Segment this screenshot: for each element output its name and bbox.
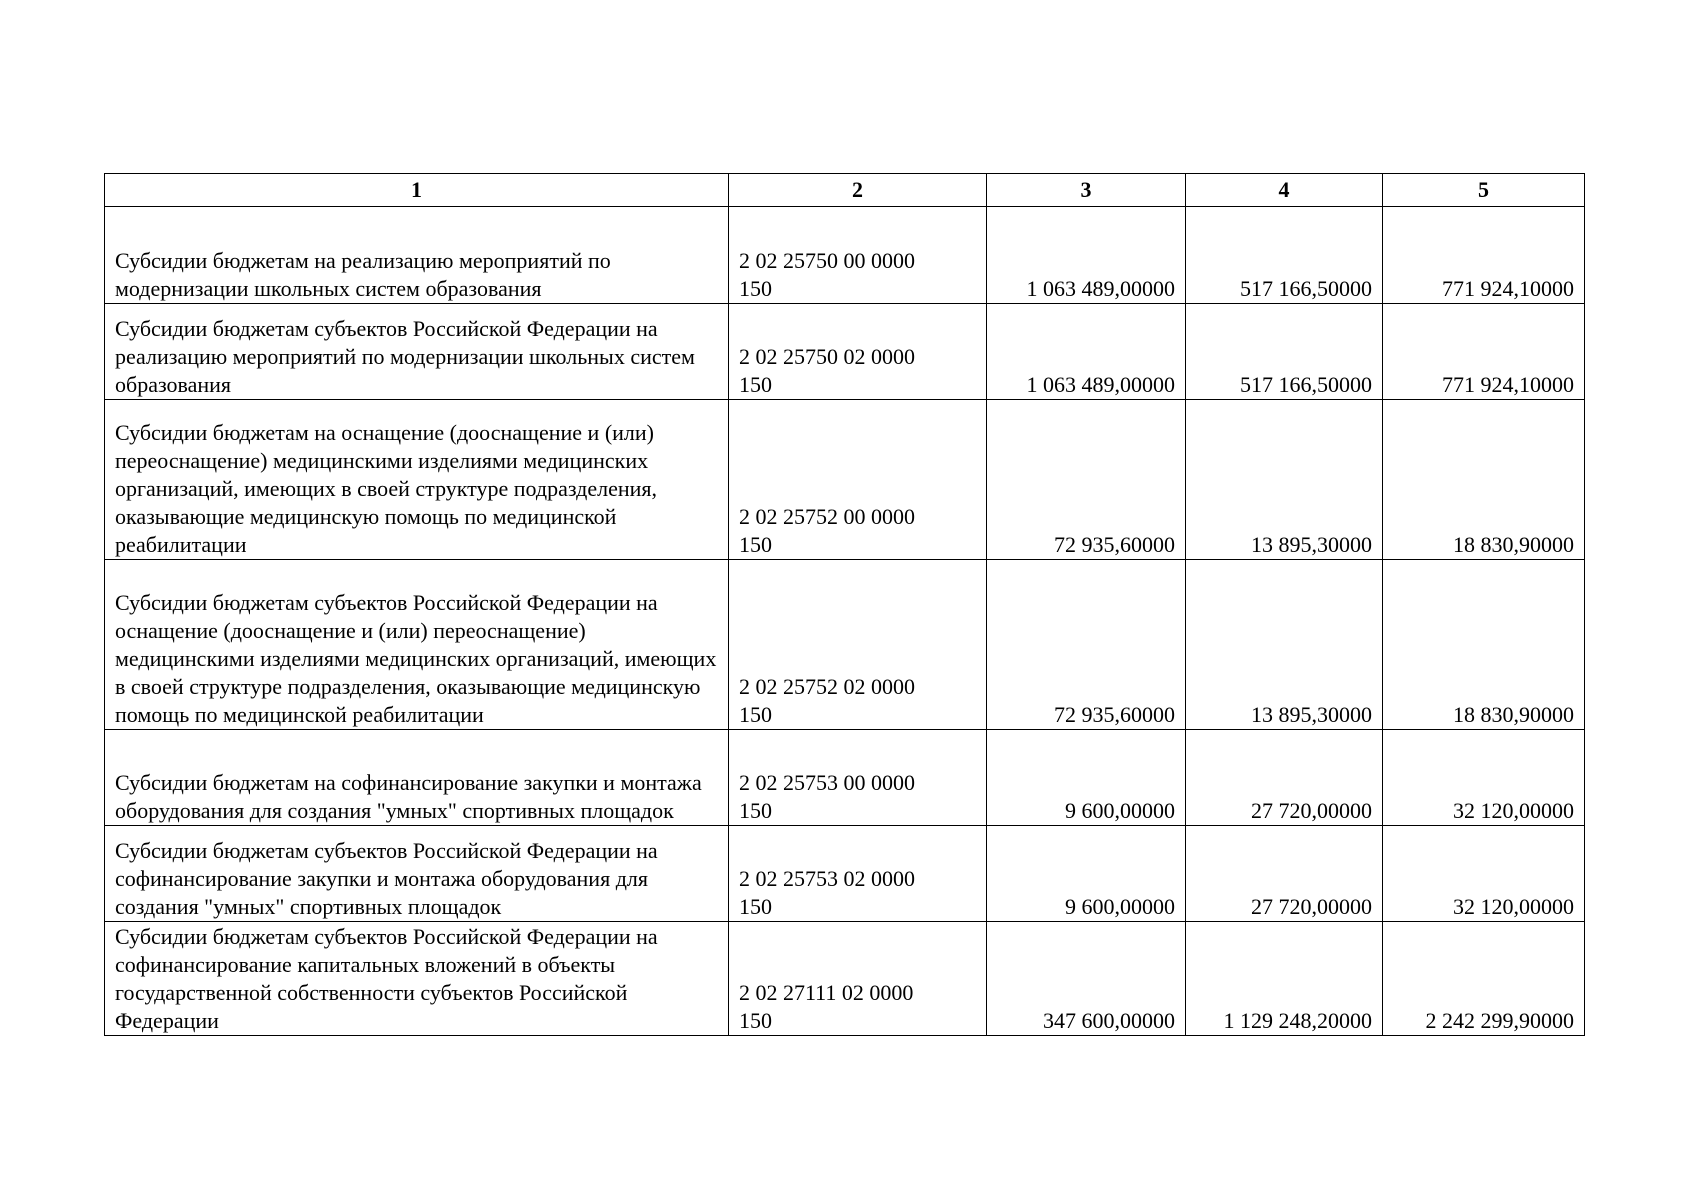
row-value-col3: 347 600,00000 [987,922,1186,1036]
row-description: Субсидии бюджетам субъектов Российской Федерации на софинансирование закупки и монтажа оборудования для создания "умных" спортивных площадок [105,826,729,922]
table-header-row [105,174,1585,207]
row-value-col5: 771 924,10000 [1383,304,1585,400]
table-row [105,826,1585,922]
row-value-col5: 18 830,90000 [1383,400,1585,560]
row-code [729,400,987,560]
row-code-suffix: 150 [739,532,772,557]
row-value-col3: 9 600,00000 [987,826,1186,922]
row-code-line: 2 02 25753 00 0000 [739,770,915,795]
row-code [729,826,987,922]
column-header: 5 [1383,174,1585,207]
row-value-col4: 517 166,50000 [1186,207,1383,304]
row-code-line: 2 02 25753 02 0000 [739,866,915,891]
row-value-col3: 72 935,60000 [987,400,1186,560]
row-code-suffix: 150 [739,276,772,301]
row-code-suffix: 150 [739,798,772,823]
row-code-line: 2 02 25750 02 0000 [739,344,915,369]
row-code-suffix: 150 [739,1008,772,1033]
row-code-suffix: 150 [739,702,772,727]
row-value-col4: 27 720,00000 [1186,826,1383,922]
row-code-line: 2 02 25750 00 0000 [739,248,915,273]
table-row [105,922,1585,1036]
column-header: 2 [729,174,987,207]
row-description: Субсидии бюджетам на реализацию мероприятий по модернизации школьных систем образования [105,207,729,304]
row-value-col3: 1 063 489,00000 [987,207,1186,304]
table-row [105,560,1585,730]
table-row [105,400,1585,560]
row-value-col5: 18 830,90000 [1383,560,1585,730]
row-value-col4: 27 720,00000 [1186,730,1383,826]
row-value-col5: 2 242 299,90000 [1383,922,1585,1036]
row-value-col5: 32 120,00000 [1383,730,1585,826]
row-code-line: 2 02 27111 02 0000 [739,980,914,1005]
row-code-line: 2 02 25752 02 0000 [739,674,915,699]
budget-table [104,173,1585,1036]
row-code [729,304,987,400]
row-description: Субсидии бюджетам на софинансирование закупки и монтажа оборудования для создания "умных" спортивных площадок [105,730,729,826]
table-row [105,304,1585,400]
row-value-col4: 13 895,30000 [1186,560,1383,730]
row-description: Субсидии бюджетам субъектов Российской Федерации на софинансирование капитальных вложений в объекты государственной собственности субъектов Российской Федерации [105,922,729,1036]
row-code-suffix: 150 [739,894,772,919]
row-code [729,922,987,1036]
row-code-line: 2 02 25752 00 0000 [739,504,915,529]
row-value-col5: 32 120,00000 [1383,826,1585,922]
row-value-col4: 517 166,50000 [1186,304,1383,400]
table-row [105,207,1585,304]
row-value-col4: 1 129 248,20000 [1186,922,1383,1036]
row-code-suffix: 150 [739,372,772,397]
row-value-col3: 1 063 489,00000 [987,304,1186,400]
row-code [729,730,987,826]
row-description: Субсидии бюджетам субъектов Российской Федерации на оснащение (дооснащение и (или) переоснащение) медицинскими изделиями медицинских организаций, имеющих в своей структуре подразделения, оказывающие медицинскую помощь по медицинской реабилитации [105,560,729,730]
row-code [729,207,987,304]
row-code [729,560,987,730]
row-description: Субсидии бюджетам субъектов Российской Федерации на реализацию мероприятий по модернизации школьных систем образования [105,304,729,400]
column-header: 1 [105,174,729,207]
row-value-col3: 9 600,00000 [987,730,1186,826]
table-row [105,730,1585,826]
row-value-col3: 72 935,60000 [987,560,1186,730]
column-header: 3 [987,174,1186,207]
row-description: Субсидии бюджетам на оснащение (дооснащение и (или) переоснащение) медицинскими изделиями медицинских организаций, имеющих в своей структуре подразделения, оказывающие медицинскую помощь по медицинской реабилитации [105,400,729,560]
column-header: 4 [1186,174,1383,207]
row-value-col5: 771 924,10000 [1383,207,1585,304]
row-value-col4: 13 895,30000 [1186,400,1383,560]
